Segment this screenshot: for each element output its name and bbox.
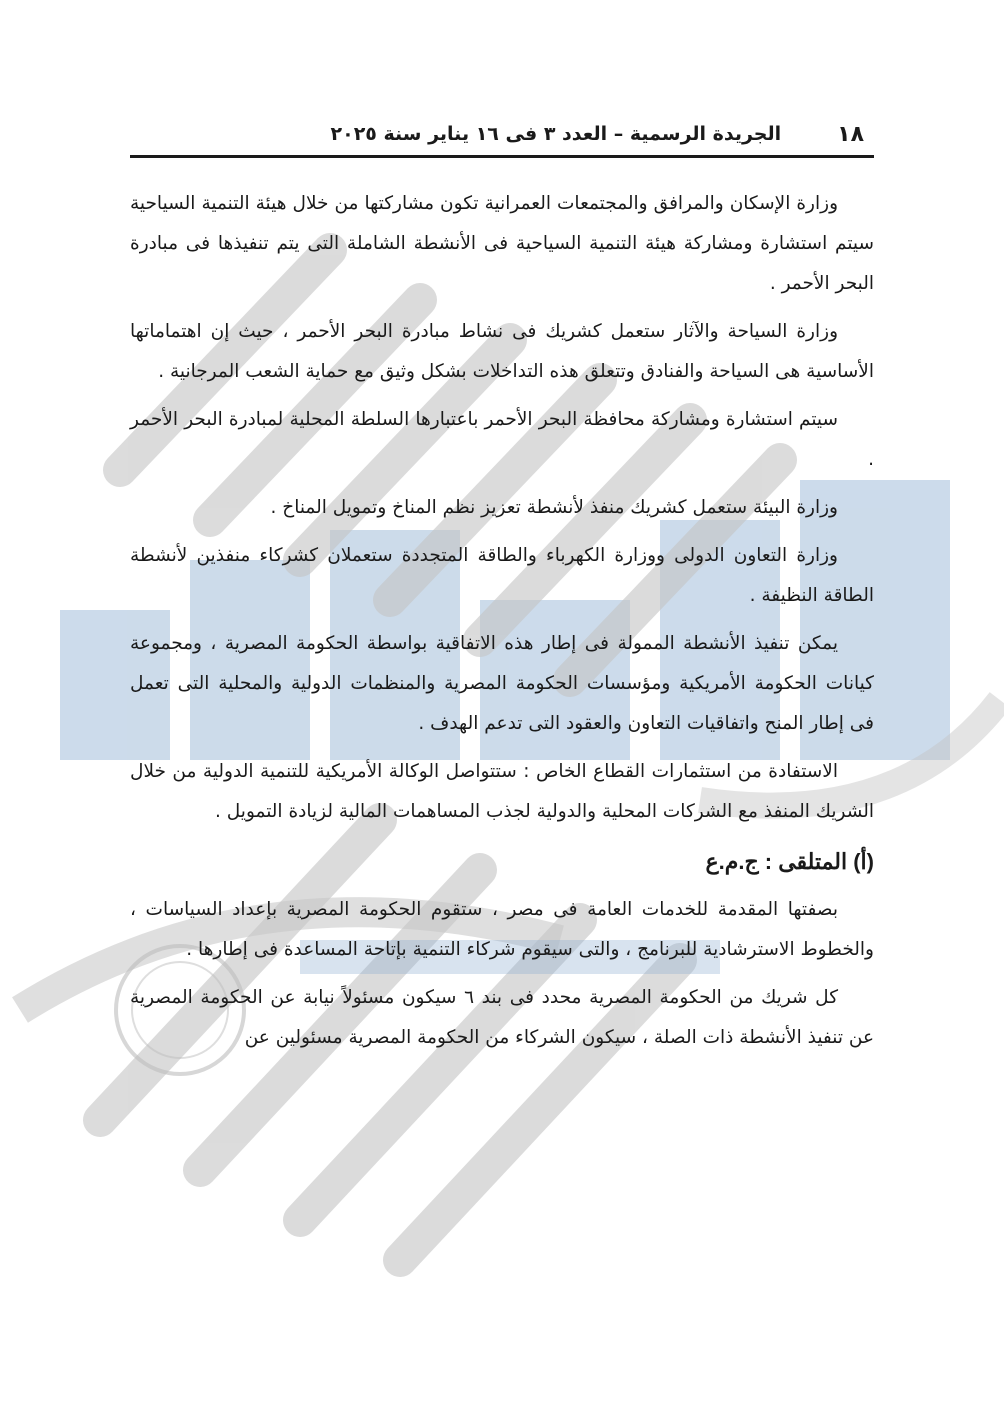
- paragraph-private-sector: الاستفادة من استثمارات القطاع الخاص : ستتواصل الوكالة الأمريكية للتنمية الدولية من خلال الشريك المنفذ مع الشركات المحلية والدولية لجذب المساهمات المالية لزيادة التمويل .: [130, 761, 874, 822]
- header-divider: [130, 155, 874, 158]
- paragraph-partner-responsibility: كل شريك من الحكومة المصرية محدد فى بند ٦ سيكون مسئولاً نيابة عن الحكومة المصرية عن تنفيذ الأنشطة ذات الصلة ، سيكون الشركاء من الحكومة المصرية مسئولين عن: [130, 987, 874, 1048]
- document-body: [130, 184, 874, 1066]
- paragraph-cooperation-electricity: وزارة التعاون الدولى ووزارة الكهرباء والطاقة المتجددة ستعملان كشركاء منفذين لأنشطة الطاقة النظيفة .: [130, 545, 874, 606]
- section-heading: (أ) المتلقى : ج.م.ع: [705, 849, 874, 874]
- page-number: ١٨: [837, 121, 864, 147]
- paragraph-implementation: يمكن تنفيذ الأنشطة الممولة فى إطار هذه الاتفاقية بواسطة الحكومة المصرية ، ومجموعة كيانات الحكومة الأمريكية ومؤسسات الحكومة المصرية والمنظمات الدولية والمحلية التى تعمل فى إطار المنح واتفاقيات التعاون والعقود التى تدعم الهدف .: [130, 633, 874, 734]
- page-header: [130, 112, 874, 156]
- running-title: الجريدة الرسمية – العدد ٣ فى ١٦ يناير سنة ٢٠٢٥: [330, 123, 782, 145]
- paragraph-environment-ministry: وزارة البيئة ستعمل كشريك منفذ لأنشطة تعزيز نظم المناخ وتمويل المناخ .: [270, 497, 838, 518]
- paragraph-housing-ministry: وزارة الإسكان والمرافق والمجتمعات العمرانية تكون مشاركتها من خلال هيئة التنمية السياحية سيتم استشارة ومشاركة هيئة التنمية السياحية فى الأنشطة الشاملة التى يتم تنفيذها فى مبادرة البحر الأحمر .: [130, 193, 874, 294]
- paragraph-tourism-ministry: وزارة السياحة والآثار ستعمل كشريك فى نشاط مبادرة البحر الأحمر ، حيث إن اهتماماتها الأساسية هى السياحة والفنادق وتتعلق هذه التداخلات بشكل وثيق مع حماية الشعب المرجانية .: [130, 321, 874, 382]
- paragraph-red-sea-governorate: سيتم استشارة ومشاركة محافظة البحر الأحمر باعتبارها السلطة المحلية لمبادرة البحر الأحمر .: [130, 409, 874, 470]
- paragraph-recipient-role: بصفتها المقدمة للخدمات العامة فى مصر ، ستقوم الحكومة المصرية بإعداد السياسات ، والخطوط الاسترشادية للبرنامج ، والتى سيقوم شركاء التنمية بإتاحة المساعدة فى إطارها .: [130, 899, 874, 960]
